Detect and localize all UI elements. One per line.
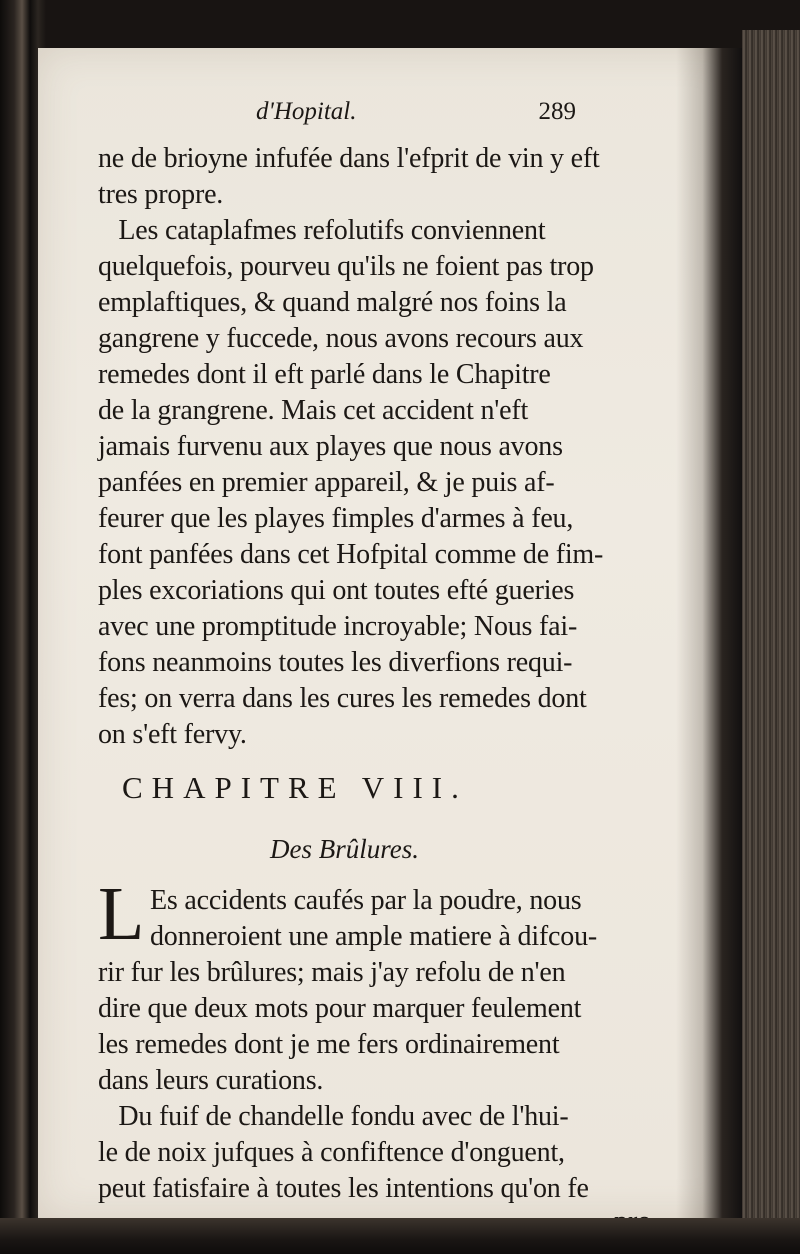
text-line: Les cataplafmes refolutifs conviennent: [98, 215, 546, 246]
text-line: dans leurs curations.: [98, 1065, 324, 1096]
text-line: font panfées dans cet Hofpital comme de fim-: [98, 539, 604, 570]
running-header: [256, 98, 576, 138]
text-line: panfées en premier appareil, & je puis af-: [98, 467, 555, 498]
chapter-subtitle: Des Brûlures.: [270, 834, 419, 864]
text-line: fes; on verra dans les cures les remedes dont: [98, 683, 587, 714]
text-line: donneroient une ample matiere à difcou-: [150, 921, 598, 952]
text-line: feurer que les playes fimples d'armes à feu,: [98, 503, 574, 534]
text-line: ne de brioyne infufée dans l'efprit de vin y eft: [98, 143, 600, 174]
chapter-heading: CHAPITRE VIII.: [122, 770, 468, 805]
text-line: le de noix jufques à confiftence d'onguent,: [98, 1137, 565, 1168]
page-fore-edge: [742, 30, 800, 1240]
text-line: Du fuif de chandelle fondu avec de l'hui-: [98, 1101, 569, 1132]
text-line: on s'eft fervy.: [98, 719, 247, 750]
text-line: ples excoriations qui ont toutes efté gueries: [98, 575, 575, 606]
text-line: les remedes dont je me fers ordinairement: [98, 1029, 560, 1060]
text-line: rir fur les brûlures; mais j'ay refolu de n'en: [98, 957, 566, 988]
drop-capital: L: [98, 872, 145, 956]
page-text: [38, 48, 742, 1218]
text-line: de la grangrene. Mais cet accident n'eft: [98, 395, 529, 426]
text-line: remedes dont il eft parlé dans le Chapitre: [98, 359, 551, 390]
page-number: 289: [538, 98, 576, 125]
text-line: gangrene y fuccede, nous avons recours aux: [98, 323, 584, 354]
book-bottom-edge: [0, 1218, 800, 1254]
text-line: quelquefois, pourveu qu'ils ne foient pas trop: [98, 251, 594, 282]
text-line: tres propre.: [98, 179, 224, 210]
text-line: emplaftiques, & quand malgré nos foins la: [98, 287, 567, 318]
text-line: fons neanmoins toutes les diverfions requi-: [98, 647, 573, 678]
text-line: avec une promptitude incroyable; Nous fai-: [98, 611, 578, 642]
text-line: dire que deux mots pour marquer feulement: [98, 993, 582, 1024]
text-line: Es accidents caufés par la poudre, nous: [150, 885, 582, 916]
text-line: jamais furvenu aux playes que nous avons: [98, 431, 563, 462]
running-title: d'Hopital.: [256, 98, 357, 125]
text-line: peut fatisfaire à toutes les intentions qu'on fe: [98, 1173, 589, 1204]
book-page: [38, 48, 742, 1218]
